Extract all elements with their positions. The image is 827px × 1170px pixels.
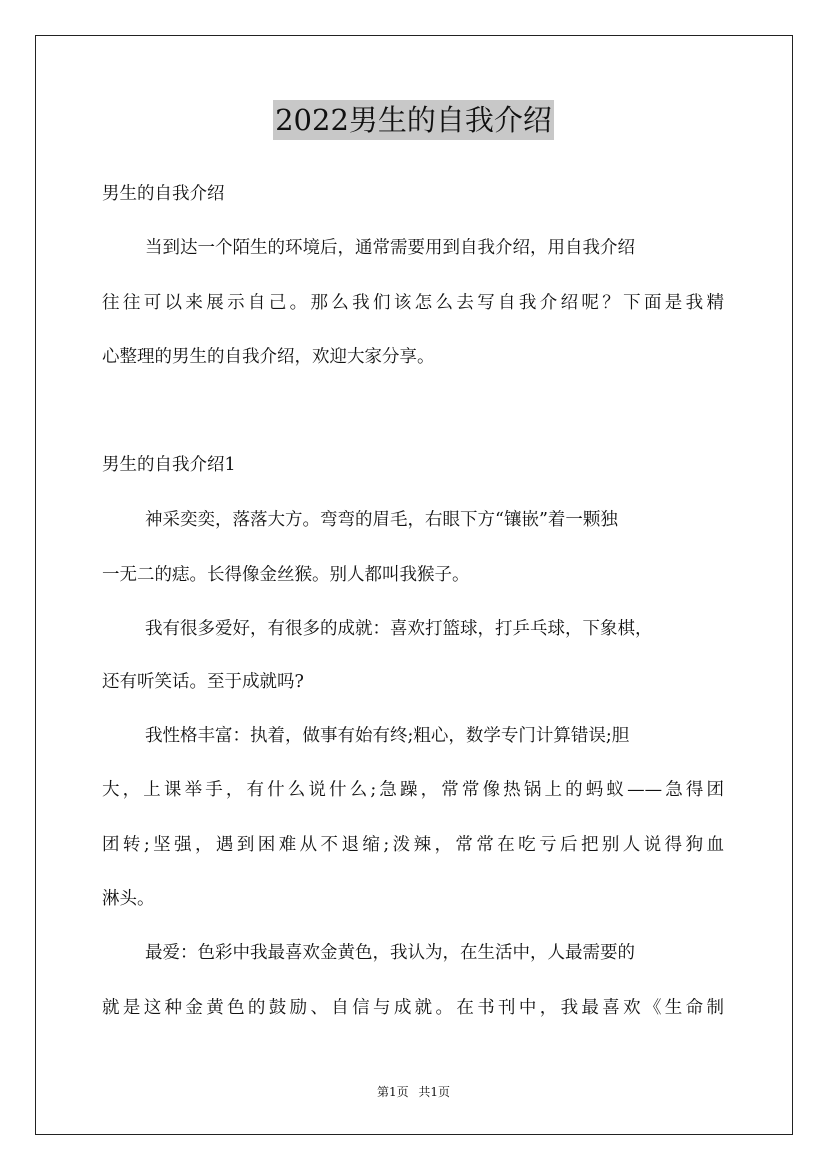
paragraph-line: 淋头。 xyxy=(102,889,155,909)
paragraph-line: 神采奕奕，落落大方。弯弯的眉毛，右眼下方“镶嵌”着一颗独 xyxy=(145,510,618,530)
paragraph-line: 就是这种金黄色的鼓励、自信与成就。在书刊中，我最喜欢《生命制 xyxy=(102,998,724,1018)
document-title: 2022男生的自我介绍 xyxy=(273,100,554,140)
page-footer xyxy=(0,1084,827,1100)
paragraph-line: 还有听笑话。至于成就吗? xyxy=(102,672,304,692)
paragraph-line: 往往可以来展示自己。那么我们该怎么去写自我介绍呢？下面是我精 xyxy=(102,293,724,313)
paragraph-line: 我性格丰富：执着，做事有始有终;粗心，数学专门计算错误;胆 xyxy=(145,726,630,746)
section-heading-1: 男生的自我介绍1 xyxy=(102,455,236,475)
paragraph-line: 大，上课举手，有什么说什么;急躁，常常像热锅上的蚂蚁——急得团 xyxy=(102,780,724,800)
paragraph-line: 最爱：色彩中我最喜欢金黄色，我认为，在生活中，人最需要的 xyxy=(145,943,635,963)
page-number-current: 第1页 xyxy=(376,1085,409,1099)
paragraph-line: 团转;坚强，遇到困难从不退缩;泼辣，常常在吃亏后把别人说得狗血 xyxy=(102,835,724,855)
paragraph-line: 一无二的痣。长得像金丝猴。别人都叫我猴子。 xyxy=(102,565,470,585)
paragraph-line: 心整理的男生的自我介绍，欢迎大家分享。 xyxy=(102,347,435,367)
paragraph-line: 我有很多爱好，有很多的成就：喜欢打篮球，打乒乓球，下象棋， xyxy=(145,619,653,639)
title-container xyxy=(0,100,827,140)
paragraph-line: 当到达一个陌生的环境后，通常需要用到自我介绍，用自我介绍 xyxy=(145,238,635,258)
section-heading-intro: 男生的自我介绍 xyxy=(102,184,225,204)
page-number-total: 共1页 xyxy=(418,1085,451,1099)
